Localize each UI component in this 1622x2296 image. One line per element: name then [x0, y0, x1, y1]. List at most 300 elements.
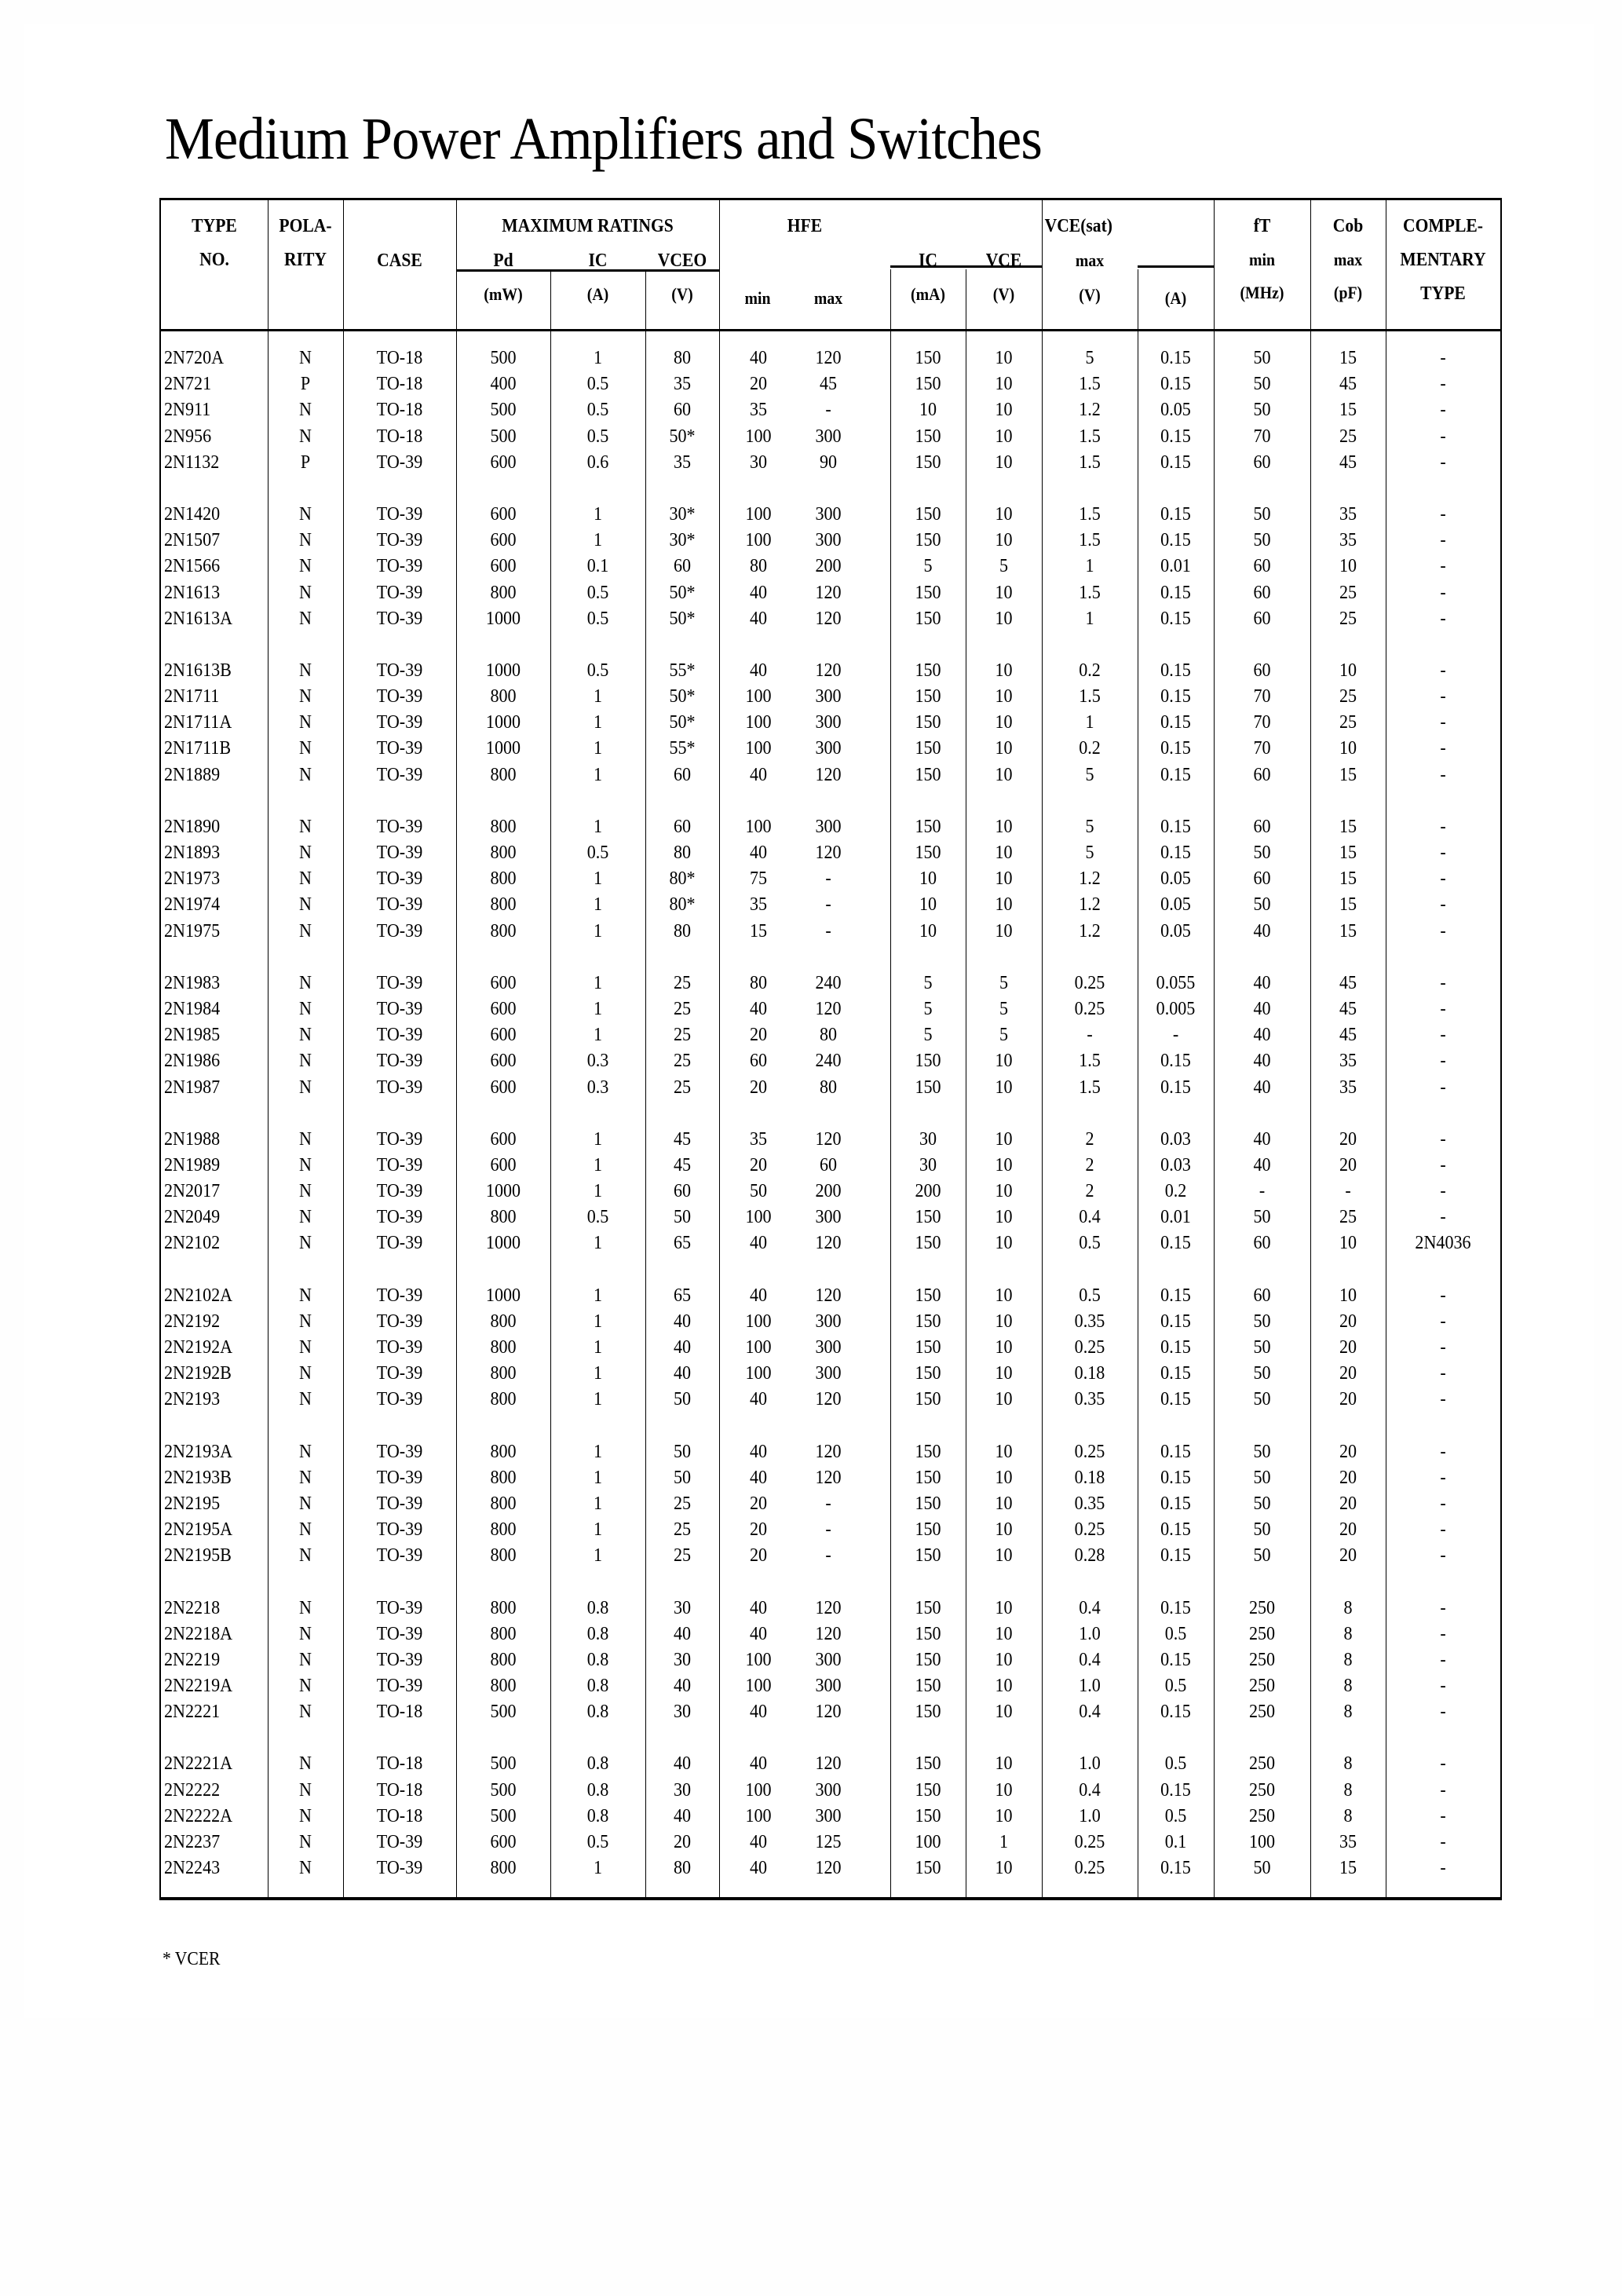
cell-ft-min-mhz: 60	[1253, 452, 1271, 473]
cell-complementary: -	[1440, 348, 1446, 368]
cell-hfe-vce-v: 10	[995, 1545, 1013, 1567]
row-group	[161, 658, 1500, 788]
cell-case: TO-39	[376, 998, 423, 1019]
cell-type: 2N1975	[164, 920, 221, 941]
row-group	[161, 345, 1500, 476]
cell-vcesat-max-v: 0.35	[1074, 1311, 1105, 1332]
cell-complementary: -	[1440, 972, 1446, 993]
cell-vceo-v: 65	[673, 1233, 692, 1254]
cell-hfe-min: 40	[749, 660, 768, 681]
cell-hfe-min: 100	[745, 503, 772, 525]
cell-type: 2N2222	[164, 1779, 221, 1801]
cell-cob-max-pf: 25	[1339, 426, 1357, 447]
cell-polarity: N	[299, 1051, 312, 1072]
cell-vcesat-max-v: 0.2	[1079, 660, 1101, 681]
cell-vceo-v: 25	[673, 1545, 692, 1567]
cell-polarity: N	[299, 348, 312, 368]
cell-complementary: -	[1440, 1519, 1446, 1541]
cell-hfe-max: 120	[815, 1753, 842, 1775]
cell-hfe-ic-ma: 5	[923, 998, 933, 1019]
cell-hfe-ic-ma: 150	[915, 503, 941, 525]
cell-hfe-min: 40	[749, 998, 768, 1019]
cell-polarity: N	[299, 1128, 312, 1150]
cell-vcesat-max-v: 0.18	[1074, 1363, 1105, 1384]
cell-vceo-v: 50	[673, 1389, 692, 1410]
cell-hfe-max: 120	[815, 998, 842, 1019]
cell-vcesat-ic-a: 0.01	[1160, 1207, 1191, 1228]
cell-vceo-v: 50	[673, 1441, 692, 1462]
cell-hfe-min: 40	[749, 1285, 768, 1306]
cell-polarity: N	[299, 1779, 312, 1801]
cell-complementary: -	[1440, 1597, 1446, 1618]
header-pd: Pd (mW)	[484, 250, 523, 304]
header-vcesat: VCE(sat)	[1044, 216, 1112, 236]
table-row	[161, 424, 1500, 450]
cell-type: 2N1132	[164, 452, 220, 473]
cell-type: 2N1711	[164, 686, 220, 707]
cell-pd-mw: 500	[490, 1702, 517, 1723]
cell-vcesat-max-v: 5	[1085, 816, 1094, 837]
divider	[1138, 265, 1214, 268]
cell-pd-mw: 800	[490, 1519, 517, 1541]
cell-ic-a: 1	[593, 1154, 603, 1175]
cell-case: TO-39	[376, 1832, 423, 1852]
cell-type: 2N2219	[164, 1649, 221, 1670]
cell-hfe-vce-v: 10	[995, 1858, 1013, 1879]
cell-pd-mw: 1000	[485, 1181, 521, 1202]
table-row	[161, 840, 1500, 866]
cell-polarity: N	[299, 998, 312, 1019]
cell-ft-min-mhz: -	[1259, 1181, 1266, 1202]
cell-hfe-ic-ma: 150	[915, 1233, 941, 1254]
cell-vcesat-ic-a: 0.15	[1160, 1285, 1191, 1306]
cell-hfe-vce-v: 10	[995, 530, 1013, 551]
cell-ic-a: 0.8	[586, 1805, 609, 1826]
cell-hfe-ic-ma: 10	[919, 400, 937, 421]
cell-hfe-min: 40	[749, 1753, 768, 1775]
cell-hfe-ic-ma: 150	[915, 712, 941, 733]
cell-vcesat-ic-a: 0.15	[1160, 1441, 1191, 1462]
cell-case: TO-39	[376, 1154, 423, 1175]
cell-vceo-v: 60	[673, 1181, 692, 1202]
cell-pd-mw: 500	[490, 1753, 517, 1775]
cell-hfe-max: 300	[815, 530, 842, 551]
cell-vceo-v: 40	[673, 1676, 692, 1697]
cell-case: TO-39	[376, 530, 423, 551]
cell-cob-max-pf: 8	[1343, 1649, 1353, 1670]
cell-hfe-min: 40	[749, 1233, 768, 1254]
cell-vcesat-max-v: 0.25	[1074, 1858, 1105, 1879]
cell-cob-max-pf: 8	[1343, 1676, 1353, 1697]
cell-hfe-vce-v: 10	[995, 1389, 1013, 1410]
cell-ft-min-mhz: 60	[1253, 582, 1271, 603]
cell-polarity: N	[299, 1493, 312, 1514]
divider	[550, 269, 551, 329]
divider	[645, 269, 646, 329]
cell-vcesat-max-v: 2	[1085, 1181, 1094, 1202]
cell-vcesat-max-v: 1.2	[1079, 920, 1101, 941]
cell-pd-mw: 600	[490, 972, 517, 993]
table-row	[161, 1179, 1500, 1205]
cell-type: 2N2192	[164, 1311, 221, 1332]
row-group	[161, 1283, 1500, 1413]
table-row	[161, 1491, 1500, 1517]
cell-hfe-ic-ma: 150	[915, 1753, 941, 1775]
cell-vceo-v: 50*	[669, 608, 696, 629]
header-hfe-max: max	[813, 288, 843, 308]
cell-pd-mw: 600	[490, 1077, 517, 1098]
cell-pd-mw: 800	[490, 582, 517, 603]
cell-polarity: N	[299, 556, 312, 577]
cell-cob-max-pf: 15	[1339, 894, 1357, 916]
divider	[719, 200, 720, 329]
cell-hfe-max: 300	[815, 1805, 842, 1826]
cell-pd-mw: 800	[490, 1676, 517, 1697]
cell-case: TO-39	[376, 1285, 423, 1306]
cell-cob-max-pf: 35	[1339, 1077, 1357, 1098]
cell-pd-mw: 600	[490, 998, 517, 1019]
cell-hfe-min: 100	[745, 1805, 772, 1826]
cell-hfe-vce-v: 10	[995, 894, 1013, 916]
cell-ic-a: 1	[593, 1545, 603, 1567]
cell-vceo-v: 30*	[669, 503, 696, 525]
cell-hfe-max: -	[825, 400, 831, 421]
cell-cob-max-pf: 8	[1343, 1623, 1353, 1644]
cell-polarity: N	[299, 503, 312, 525]
cell-complementary: -	[1440, 452, 1446, 473]
cell-complementary: -	[1440, 1181, 1446, 1202]
cell-hfe-vce-v: 10	[995, 1805, 1013, 1826]
cell-type: 2N2222A	[164, 1805, 233, 1826]
cell-vcesat-max-v: 0.4	[1079, 1779, 1101, 1801]
cell-ft-min-mhz: 250	[1248, 1779, 1276, 1801]
cell-ic-a: 0.5	[586, 1207, 609, 1228]
cell-vcesat-max-v: 0.4	[1079, 1597, 1101, 1618]
cell-hfe-max: 45	[819, 374, 838, 395]
cell-hfe-ic-ma: 150	[915, 348, 941, 368]
cell-hfe-max: 120	[815, 1128, 842, 1150]
cell-cob-max-pf: 15	[1339, 1858, 1357, 1879]
cell-pd-mw: 800	[490, 764, 517, 785]
cell-vcesat-ic-a: 0.15	[1160, 1389, 1191, 1410]
cell-ft-min-mhz: 40	[1253, 972, 1271, 993]
table-row	[161, 866, 1500, 892]
cell-hfe-vce-v: 5	[999, 1025, 1009, 1046]
cell-polarity: N	[299, 1832, 312, 1852]
cell-pd-mw: 1000	[485, 608, 521, 629]
cell-hfe-ic-ma: 150	[915, 1545, 941, 1567]
cell-vcesat-ic-a: 0.15	[1160, 1311, 1191, 1332]
cell-ft-min-mhz: 50	[1253, 1493, 1271, 1514]
cell-pd-mw: 800	[490, 686, 517, 707]
cell-ft-min-mhz: 60	[1253, 556, 1271, 577]
cell-pd-mw: 500	[490, 348, 517, 368]
cell-ic-a: 1	[593, 1233, 603, 1254]
cell-ft-min-mhz: 60	[1253, 608, 1271, 629]
cell-case: TO-18	[376, 400, 423, 421]
cell-hfe-max: -	[825, 1519, 831, 1541]
cell-type: 2N1984	[164, 998, 221, 1019]
cell-vcesat-ic-a: 0.15	[1160, 1858, 1191, 1879]
cell-pd-mw: 600	[490, 1832, 517, 1852]
cell-polarity: N	[299, 426, 312, 447]
cell-vcesat-ic-a: 0.15	[1160, 608, 1191, 629]
cell-hfe-ic-ma: 150	[915, 608, 941, 629]
table-row	[161, 814, 1500, 840]
cell-ic-a: 1	[593, 1441, 603, 1462]
cell-case: TO-39	[376, 1545, 423, 1567]
cell-type: 2N1893	[164, 843, 221, 863]
cell-ft-min-mhz: 50	[1253, 1519, 1271, 1541]
cell-hfe-ic-ma: 10	[919, 868, 937, 890]
cell-ft-min-mhz: 50	[1253, 503, 1271, 525]
cell-hfe-ic-ma: 150	[915, 1077, 941, 1098]
cell-vcesat-max-v: 0.5	[1079, 1233, 1101, 1254]
cell-hfe-max: 300	[815, 816, 842, 837]
cell-hfe-min: 50	[749, 1181, 768, 1202]
table-row	[161, 1673, 1500, 1699]
cell-complementary: -	[1440, 660, 1446, 681]
cell-pd-mw: 800	[490, 1441, 517, 1462]
cell-pd-mw: 400	[490, 374, 517, 395]
cell-vcesat-max-v: 2	[1085, 1128, 1094, 1150]
cell-ic-a: 0.5	[586, 843, 609, 863]
cell-cob-max-pf: 10	[1339, 556, 1357, 577]
cell-vcesat-ic-a: 0.2	[1164, 1181, 1187, 1202]
cell-vcesat-ic-a: 0.05	[1160, 868, 1191, 890]
cell-polarity: N	[299, 1753, 312, 1775]
cell-pd-mw: 600	[490, 452, 517, 473]
cell-vceo-v: 20	[673, 1832, 692, 1852]
cell-hfe-min: 35	[749, 894, 768, 916]
cell-polarity: N	[299, 738, 312, 759]
cell-hfe-max: 120	[815, 1233, 842, 1254]
table-row	[161, 1283, 1500, 1309]
table-row	[161, 996, 1500, 1022]
cell-polarity: N	[299, 582, 312, 603]
cell-hfe-vce-v: 10	[995, 582, 1013, 603]
cell-ic-a: 0.8	[586, 1753, 609, 1775]
cell-type: 2N956	[164, 426, 212, 447]
cell-pd-mw: 500	[490, 1805, 517, 1826]
table-row	[161, 371, 1500, 397]
cell-cob-max-pf: 20	[1339, 1311, 1357, 1332]
cell-vcesat-max-v: 5	[1085, 843, 1094, 863]
table-row	[161, 1647, 1500, 1673]
cell-hfe-max: 300	[815, 1337, 842, 1358]
cell-ic-a: 1	[593, 738, 603, 759]
cell-vceo-v: 25	[673, 1051, 692, 1072]
cell-complementary: -	[1440, 1779, 1446, 1801]
cell-vcesat-ic-a: -	[1172, 1025, 1179, 1046]
cell-hfe-ic-ma: 150	[915, 1389, 941, 1410]
cell-hfe-min: 35	[749, 400, 768, 421]
table-row	[161, 606, 1500, 632]
cell-vcesat-max-v: 0.25	[1074, 1337, 1105, 1358]
cell-hfe-max: 120	[815, 1285, 842, 1306]
cell-ic-a: 1	[593, 1389, 603, 1410]
cell-type: 2N1983	[164, 972, 221, 993]
cell-polarity: N	[299, 764, 312, 785]
cell-pd-mw: 600	[490, 1025, 517, 1046]
cell-complementary: -	[1440, 400, 1446, 421]
cell-hfe-ic-ma: 5	[923, 972, 933, 993]
cell-hfe-ic-ma: 150	[915, 1493, 941, 1514]
cell-complementary: -	[1440, 894, 1446, 916]
cell-hfe-min: 80	[749, 556, 768, 577]
cell-pd-mw: 800	[490, 1311, 517, 1332]
cell-ic-a: 1	[593, 530, 603, 551]
cell-case: TO-18	[376, 348, 423, 368]
cell-hfe-vce-v: 10	[995, 1441, 1013, 1462]
cell-type: 2N2192A	[164, 1337, 233, 1358]
table-row	[161, 1335, 1500, 1361]
cell-case: TO-18	[376, 1753, 423, 1775]
cell-vceo-v: 40	[673, 1753, 692, 1775]
cell-hfe-min: 40	[749, 843, 768, 863]
cell-vcesat-max-v: 0.25	[1074, 1441, 1105, 1462]
cell-hfe-min: 40	[749, 1832, 768, 1852]
cell-hfe-ic-ma: 150	[915, 530, 941, 551]
cell-hfe-ic-ma: 30	[919, 1128, 937, 1150]
cell-hfe-max: 120	[815, 348, 842, 368]
cell-ic-a: 1	[593, 920, 603, 941]
cell-hfe-max: 120	[815, 1597, 842, 1618]
cell-hfe-min: 40	[749, 1441, 768, 1462]
table-row	[161, 397, 1500, 423]
table-row	[161, 762, 1500, 788]
cell-ft-min-mhz: 250	[1248, 1649, 1276, 1670]
table-row	[161, 919, 1500, 945]
cell-hfe-max: 300	[815, 1779, 842, 1801]
row-group	[161, 1439, 1500, 1570]
cell-cob-max-pf: 35	[1339, 503, 1357, 525]
cell-complementary: -	[1440, 712, 1446, 733]
cell-pd-mw: 800	[490, 1389, 517, 1410]
cell-hfe-vce-v: 10	[995, 1154, 1013, 1175]
table-row	[161, 1205, 1500, 1230]
header-vcesat-max: max (V)	[1075, 250, 1105, 305]
cell-vceo-v: 30	[673, 1779, 692, 1801]
cell-cob-max-pf: 15	[1339, 816, 1357, 837]
cell-hfe-vce-v: 10	[995, 426, 1013, 447]
cell-vceo-v: 65	[673, 1285, 692, 1306]
cell-cob-max-pf: 20	[1339, 1337, 1357, 1358]
cell-case: TO-39	[376, 1311, 423, 1332]
cell-hfe-vce-v: 10	[995, 843, 1013, 863]
cell-hfe-vce-v: 10	[995, 1649, 1013, 1670]
cell-type: 2N2193A	[164, 1441, 233, 1462]
cell-cob-max-pf: 20	[1339, 1519, 1357, 1541]
cell-hfe-ic-ma: 150	[915, 452, 941, 473]
table-row	[161, 1022, 1500, 1048]
cell-vceo-v: 45	[673, 1154, 692, 1175]
cell-vceo-v: 60	[673, 400, 692, 421]
header-maximum-ratings: MAXIMUM RATINGS	[502, 216, 674, 236]
cell-hfe-ic-ma: 150	[915, 426, 941, 447]
cell-hfe-max: 200	[815, 1181, 842, 1202]
cell-cob-max-pf: 10	[1339, 1285, 1357, 1306]
cell-hfe-min: 20	[749, 1077, 768, 1098]
cell-hfe-min: 40	[749, 1597, 768, 1618]
header-complementary: COMPLE- MENTARY TYPE	[1400, 216, 1486, 304]
cell-complementary: -	[1440, 998, 1446, 1019]
cell-ic-a: 1	[593, 1337, 603, 1358]
cell-hfe-vce-v: 10	[995, 1779, 1013, 1801]
cell-case: TO-39	[376, 920, 423, 941]
cell-cob-max-pf: 8	[1343, 1702, 1353, 1723]
cell-type: 2N1566	[164, 556, 221, 577]
cell-polarity: N	[299, 1649, 312, 1670]
cell-hfe-ic-ma: 150	[915, 764, 941, 785]
cell-hfe-vce-v: 10	[995, 1519, 1013, 1541]
cell-pd-mw: 800	[490, 1363, 517, 1384]
cell-cob-max-pf: 15	[1339, 348, 1357, 368]
cell-vceo-v: 40	[673, 1311, 692, 1332]
table-row	[161, 1699, 1500, 1725]
cell-vcesat-ic-a: 0.15	[1160, 452, 1191, 473]
cell-polarity: N	[299, 1676, 312, 1697]
cell-hfe-max: 300	[815, 1649, 842, 1670]
table-row	[161, 1804, 1500, 1830]
cell-case: TO-39	[376, 1233, 423, 1254]
cell-vcesat-max-v: 1.5	[1079, 1077, 1101, 1098]
cell-complementary: -	[1440, 843, 1446, 863]
cell-vceo-v: 25	[673, 1025, 692, 1046]
cell-vcesat-ic-a: 0.05	[1160, 400, 1191, 421]
cell-ic-a: 1	[593, 712, 603, 733]
cell-vcesat-ic-a: 0.15	[1160, 1337, 1191, 1358]
cell-ft-min-mhz: 50	[1253, 1545, 1271, 1567]
cell-vcesat-ic-a: 0.03	[1160, 1128, 1191, 1150]
cell-vcesat-ic-a: 0.15	[1160, 1649, 1191, 1670]
cell-hfe-max: 300	[815, 738, 842, 759]
cell-hfe-vce-v: 5	[999, 998, 1009, 1019]
cell-vcesat-ic-a: 0.15	[1160, 1519, 1191, 1541]
cell-hfe-min: 100	[745, 1207, 772, 1228]
cell-hfe-ic-ma: 150	[915, 374, 941, 395]
cell-hfe-max: 300	[815, 1363, 842, 1384]
cell-vceo-v: 50	[673, 1467, 692, 1488]
table-row	[161, 1387, 1500, 1413]
header-ft: fT min (MHz)	[1240, 216, 1284, 302]
cell-cob-max-pf: 45	[1339, 374, 1357, 395]
cell-case: TO-39	[376, 1441, 423, 1462]
cell-ft-min-mhz: 60	[1253, 660, 1271, 681]
cell-hfe-min: 40	[749, 1702, 768, 1723]
cell-hfe-max: 80	[819, 1025, 838, 1046]
cell-vceo-v: 60	[673, 764, 692, 785]
cell-hfe-ic-ma: 150	[915, 816, 941, 837]
cell-ft-min-mhz: 50	[1253, 1363, 1271, 1384]
cell-ft-min-mhz: 60	[1253, 764, 1271, 785]
cell-complementary: -	[1440, 816, 1446, 837]
cell-vceo-v: 25	[673, 998, 692, 1019]
cell-type: 2N1420	[164, 503, 221, 525]
cell-complementary: -	[1440, 1051, 1446, 1072]
cell-ic-a: 1	[593, 764, 603, 785]
cell-complementary: -	[1440, 1545, 1446, 1567]
cell-ic-a: 1	[593, 348, 603, 368]
cell-pd-mw: 1000	[485, 660, 521, 681]
cell-cob-max-pf: 20	[1339, 1545, 1357, 1567]
cell-ft-min-mhz: 250	[1248, 1676, 1276, 1697]
cell-vcesat-max-v: 0.4	[1079, 1649, 1101, 1670]
cell-vcesat-ic-a: 0.15	[1160, 426, 1191, 447]
cell-polarity: N	[299, 920, 312, 941]
cell-hfe-ic-ma: 150	[915, 1702, 941, 1723]
cell-type: 2N1711B	[164, 738, 232, 759]
